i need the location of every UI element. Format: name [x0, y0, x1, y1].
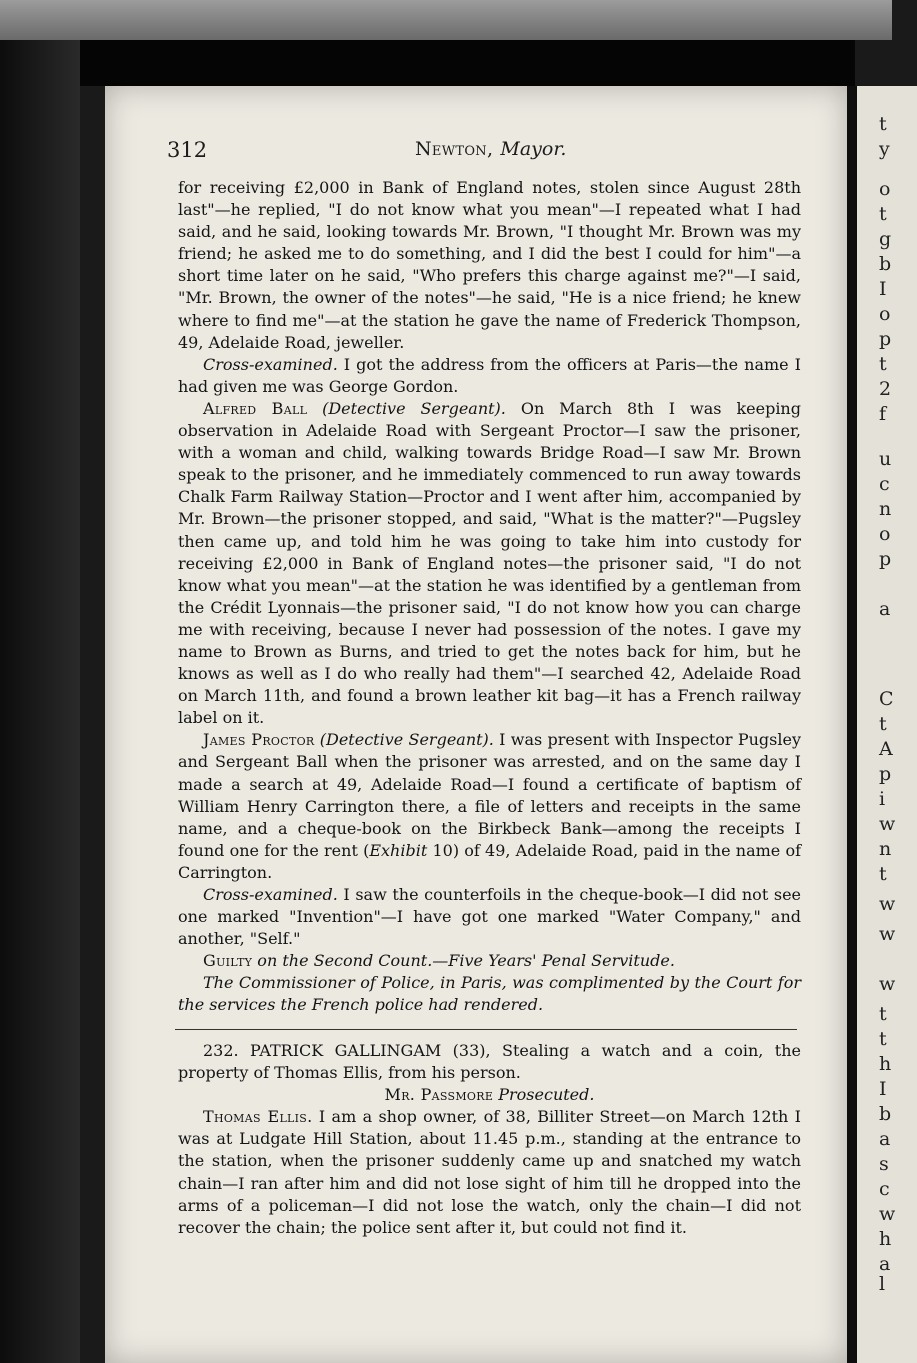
scan-left-margin	[0, 40, 80, 1363]
facing-page-fragment: w	[879, 973, 896, 995]
commendation: The Commissioner of Police, in Paris, was complimented by the Court for the services the French police had rendered.	[178, 973, 801, 1015]
facing-page-fragment: n	[879, 498, 892, 520]
facing-page-fragment: u	[879, 448, 892, 470]
facing-page-fragment: p	[879, 548, 892, 570]
cross-examined-label: Cross-examined.	[203, 885, 338, 904]
facing-page-fragment: t	[879, 203, 887, 225]
facing-page-fragment: a	[879, 1253, 891, 1275]
witness-role: (Detective Sergeant).	[322, 398, 506, 418]
facing-page-fragment: c	[879, 1178, 890, 1200]
cross-examined-label: Cross-examined.	[203, 354, 338, 374]
facing-page-fragment: o	[879, 303, 891, 325]
paragraph-james-proctor	[178, 729, 801, 884]
paragraph-cross-examined-1	[178, 354, 801, 398]
facing-page-fragment: b	[879, 1103, 892, 1125]
witness-name: James Proctor	[203, 730, 315, 750]
facing-page-fragment: i	[879, 788, 886, 810]
prosecutor-line	[178, 1084, 801, 1106]
facing-page-fragment: y	[879, 138, 890, 160]
scan-top-edge	[0, 0, 892, 40]
case-heading: 232. PATRICK GALLINGAM (33), Stealing a watch and a coin, the property of Thomas Ellis, from his person.	[178, 1041, 801, 1083]
facing-page-fragment: t	[879, 863, 887, 885]
facing-page-fragment: t	[879, 1028, 887, 1050]
running-head	[415, 138, 566, 160]
facing-page-fragment: I	[879, 1078, 887, 1100]
facing-page-fragment: t	[879, 353, 887, 375]
case-divider-rule	[175, 1029, 797, 1030]
paragraph-continuation: for receiving £2,000 in Bank of England notes, stolen since August 28th last"—he replied, "I do not know what you mean"—I repeated what I had said, and he said, looking towards Mr. Brown, "I thought Mr. Brown was my friend; he asked me to do something, and I did the best I could for him"—a short time later on he said, "Who prefers this charge against me?"—I said, "Mr. Brown, the owner of the notes"—he said, "He is a nice friend; he knew where to find me"—at the station he gave the name of Frederick Thompson, 49, Adelaide Road, jeweller.	[178, 178, 801, 352]
prosecutor-role: Prosecuted.	[498, 1085, 595, 1105]
facing-page-fragment: b	[879, 253, 892, 275]
running-head-title: Mayor.	[500, 138, 567, 160]
witness-name: Alfred Ball	[203, 398, 308, 418]
facing-page-fragment: t	[879, 1003, 887, 1025]
running-head-name: Newton,	[415, 138, 494, 160]
witness-name: Thomas Ellis.	[203, 1107, 313, 1127]
cross-examined-text: I got the address from the officers at Paris—the name I had given me was George Gordon.	[178, 354, 801, 396]
witness-testimony: On March 8th I was keeping observation in Adelaide Road with Sergeant Proctor—I saw the prisoner, with a woman and child, walking towards Bridge Road—I saw Mr. Brown speak to the prisoner, and he immediately commenced to run away towards Chalk Farm Railway Station—Proctor and I went after him, accompanied by Mr. Brown—the prisoner stopped, and said, "What is the matter?"—Pugsley then came up, and told him he was going to take him into custody for receiving £2,000 in Bank of England notes—the prisoner said, "I do not know what you mean"—at the station he was identified by a gentleman from the Crédit Lyonnais—the prisoner said, "I do not know how you can charge me with receiving, because I never had possession of the notes. I gave my name to Brown as Burns, and tried to get the notes back for him, but he knows as well as I do who really had them"—I searched 42, Adelaide Road on March 11th, and found a brown leather kit bag—it has a French railway label on it.	[178, 398, 801, 728]
paragraph-thomas-ellis	[178, 1106, 801, 1239]
facing-page-fragment: I	[879, 278, 887, 300]
facing-page-fragment: w	[879, 893, 896, 915]
witness-testimony-end: 10) of 49, Adelaide Road, paid in the name of Carrington.	[178, 840, 802, 882]
facing-page-fragment: A	[879, 738, 893, 760]
facing-page-fragment: a	[879, 598, 891, 620]
facing-page-fragment: g	[879, 228, 892, 250]
facing-page-fragment: n	[879, 838, 892, 860]
facing-page-fragment: c	[879, 473, 890, 495]
facing-page	[857, 86, 917, 1363]
page-number: 312	[167, 138, 208, 162]
facing-page-fragment: t	[879, 713, 887, 735]
facing-page-edge	[847, 86, 896, 1363]
testimony-block	[178, 177, 801, 1017]
facing-page-fragment: l	[879, 1273, 886, 1295]
facing-page-fragment: h	[879, 1228, 892, 1250]
cross-examined-text: I saw the counterfoils in the cheque-book—I did not see one marked "Invention"—I have got one marked "Water Company," and another, "Self."	[178, 885, 801, 949]
verdict	[178, 950, 801, 972]
verdict-sentence: on the Second Count.—Five Years' Penal Servitude.	[252, 951, 675, 971]
witness-testimony: I am a shop owner, of 38, Billiter Street—on March 12th I was at Ludgate Hill Station, about 11.45 p.m., standing at the entrance to the station, when the prisoner suddenly came up and snatched my watch chain—I ran after him and did not lose sight of him till he dropped into the arms of a policeman—I did not lose the watch, only the chain—I did not recover the chain; the police sent after it, but could not find it.	[178, 1107, 801, 1237]
exhibit-label: Exhibit	[369, 840, 428, 860]
facing-page-fragment: w	[879, 1203, 896, 1225]
case-232-block	[178, 1040, 801, 1239]
facing-page-fragment: o	[879, 178, 891, 200]
facing-page-fragment: C	[879, 688, 894, 710]
facing-page-fragment: a	[879, 1128, 891, 1150]
facing-page-fragment: f	[879, 403, 887, 425]
witness-role: (Detective Sergeant).	[319, 730, 494, 750]
facing-page-fragment: p	[879, 763, 892, 785]
facing-page-fragment: w	[879, 923, 896, 945]
paragraph-alfred-ball	[178, 398, 801, 729]
facing-page-fragment: 2	[879, 378, 892, 400]
facing-page-fragment: h	[879, 1053, 892, 1075]
facing-page-fragment: w	[879, 813, 896, 835]
facing-page-fragment: o	[879, 523, 891, 545]
facing-page-fragment: t	[879, 113, 887, 135]
book-binding-shadow	[80, 40, 855, 86]
paragraph-cross-examined-2	[178, 884, 801, 950]
witness-testimony: I was present with Inspector Pugsley and Sergeant Ball when the prisoner was arrested, and on the same day I made a search at 49, Adelaide Road—I found a certificate of baptism of William Henry Carrington there, a file of letters and receipts in the same name, and a cheque-book on the Birkbeck Bank—among the receipts I found one for the rent (	[178, 730, 801, 860]
verdict-word: Guilty	[203, 951, 253, 971]
facing-page-fragment: s	[879, 1153, 889, 1175]
facing-page-fragment: p	[879, 328, 892, 350]
prosecutor-name: Mr. Passmore	[384, 1085, 494, 1105]
